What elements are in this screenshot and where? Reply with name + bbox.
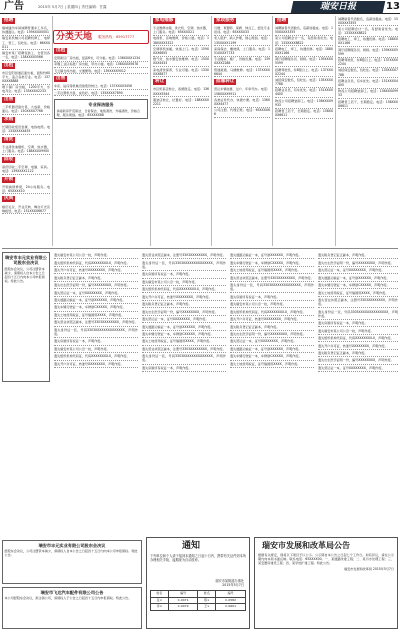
classified-ad: 管道疏通、马桶维修。电话：137XXXX6644 — [214, 67, 270, 76]
announcement-title: 瑞安市发展和改革局公告 — [262, 541, 350, 550]
notice-ad: 遗失身份证一张，号码3303XXXXXXXXXXXXXX，声明作废。 — [230, 282, 314, 294]
box-ad-title: 瑞安市丰元实业有限公司股东会决议 — [5, 254, 47, 266]
notice-ad: 遗失身份证一张，号码3303XXXXXXXXXXXXXX，声明作废。 — [142, 259, 226, 271]
classified-ad: 家庭保洁、擦玻璃，上门服务。电话：151XXXX7733 — [214, 46, 270, 55]
notice-ad: 遗失道路运输证一本，证号浙XXXXXX，声明作废。 — [230, 252, 314, 259]
column-rule — [335, 16, 336, 246]
notice-ad: 遗失车辆行驶证一本，车牌浙CXXXXX，声明作废。 — [54, 304, 138, 311]
classified-ad: 餐厅招聘服务员、厨师。电话：139XXXX5599 — [275, 57, 333, 66]
category-label: 招聘 — [277, 18, 287, 23]
category-label: 转让 — [155, 79, 165, 85]
announcement-signature: 瑞安市发展和改革局 2015年5月7日 — [344, 567, 394, 572]
notice-title: 通知 — [182, 541, 201, 551]
notice-ad: 遗失房屋所有权证一本，声明作废。 — [230, 293, 314, 300]
box-ad-body: 承接新房开荒保洁、日常保洁、地毯清洗、外墙清洗，价格合理，服务周到。电话：65XXXX88 — [56, 108, 141, 117]
notice-ad: 遗失营运证一本，证号XXXXXXXX，声明作废。 — [142, 316, 226, 323]
classified-ad: 莘塍工业区标准厂房出租，带办公楼。电话：158XXXX5678 — [54, 62, 148, 68]
classified-ad: 车床、钻床等机械设备低价转让。电话：137XXXX3456 — [54, 84, 148, 90]
notice-ad: 遗失车辆行驶证一本，车牌浙CXXXXX，声明作废。 — [230, 353, 314, 360]
notice-ad: 遗失营业执照正副本，注册号3303XXXXXXXX，声明作废。 — [230, 274, 314, 281]
classified-ad: 诚聘销售代表数名，底薪加提成。电话：150XXXX3355 — [338, 16, 398, 25]
classified-ad: 专业维修冰箱、洗衣机、空调、热水器，上门服务。电话：65XXXX21 — [153, 26, 209, 35]
box-ad-body: 本公司经股东会决议，拟注销公司，请债权人于公告之日起四十五日内申报债权。特此公告。 — [4, 596, 132, 601]
notice-ad: 遗失房屋所有权证一本，声明作废。 — [318, 320, 398, 327]
classified-ad: 月嫂、育婴师、保姆、钟点工，经过专业培训。电话：65XXXX33 — [214, 26, 270, 35]
notice-ad: 遗失土地使用权证，证号瑞国用XXXX，声明作废。 — [318, 289, 398, 296]
notice-ad: 遗失开户许可证，核准号XXXXXXXX，声明作废。 — [142, 293, 226, 300]
newspaper-logo-text: 瑞安日报 — [319, 1, 356, 12]
lower-ads-column — [142, 252, 226, 532]
notice-ad: 遗失车辆行驶证一本，车牌浙CXXXXX，声明作废。 — [230, 259, 314, 266]
notice-ad: 遗失组织机构代码证，代码XXXXXXXX-X，声明作废。 — [54, 259, 138, 266]
notice-ad: 遗失土地使用权证，证号瑞国用XXXX，声明作废。 — [230, 361, 314, 368]
notice-ad: 遗失瑞安市某公司公章一枚，声明作废。 — [142, 279, 226, 286]
notice-ad: 遗失道路运输证一本，证号浙XXXXXX，声明作废。 — [318, 274, 398, 281]
notice-sign-date: 2015年5月7日 — [222, 583, 244, 588]
category-label: 出售 — [56, 76, 66, 82]
box-ad-title: 瑞安市丰元实业有限公司股东会决议 — [38, 542, 106, 548]
category-label: 庆典 — [4, 196, 14, 202]
notice-ad: 遗失营业执照正副本，注册号3303XXXXXXXX，声明作废。 — [142, 252, 226, 259]
notice-ad: 遗失开户许可证，核准号XXXXXXXX，声明作废。 — [230, 316, 314, 323]
notice-ad: 遗失土地使用权证，证号瑞国用XXXX，声明作废。 — [54, 312, 138, 319]
classified-ad: 诚招保安数名，包吃住。电话：135XXXX7788 — [275, 77, 333, 87]
notice-ad: 遗失出生医学证明一份，编号XXXXXXXX，声明作废。 — [142, 308, 226, 315]
column-rule — [272, 16, 273, 246]
notice-ad: 遗失道路运输证一本，证号浙XXXXXX，声明作废。 — [54, 297, 138, 304]
classified-ad: 家电清洗保养，专业可靠。电话：133XXXX8877 — [153, 67, 209, 76]
notice-ad: 遗失房屋所有权证一本，声明作废。 — [54, 338, 138, 345]
notice-ad: 遗失房屋所有权证一本，声明作废。 — [142, 271, 226, 278]
table-cell: 姓名 — [198, 591, 216, 598]
classified-ad: 招聘业务员，有车优先。电话：151XXXX4400 — [338, 78, 398, 87]
box-ad-body: 经股东会决议，公司注册资本减少，请债权人自本公告之日起四十五日内向本公司申报债权。特此公告。 — [4, 266, 45, 283]
notice-sign-org: 瑞安市某街道办事处 — [215, 579, 244, 583]
box-ad-body: 经股东会决议，公司注册资本减少，请债权人自本公告之日起四十五日内向本公司申报债权。特此公告。 — [4, 549, 138, 558]
category-label: 回收 — [4, 156, 14, 162]
classified-ad: 燃气灶、热水器安装维修。电话：150XXXX4433 — [153, 57, 209, 66]
notice-ad: 遗失组织机构代码证，代码XXXXXXXX-X，声明作废。 — [230, 308, 314, 315]
announcement-text: 根据有关规定，现将以下项目予以公示。公示期自本公告之日起七个工作日。如有异议，请在公示期内向本局书面反映。联系电话：65XXXX00。一、某道路改建工程；二、某污水处理工程；三、某安置房建设工程；四、某学校扩建工程。特此公告。 — [258, 553, 394, 566]
classified-ad: 高价回收二手空调、电脑、家具。电话：139XXXX1122 — [2, 164, 50, 173]
category-label: 挂靠转让 — [216, 79, 235, 85]
notice-ad: 遗失车辆行驶证一本，车牌浙CXXXXX，声明作废。 — [318, 282, 398, 289]
notice-ad: 遗失道路运输证一本，证号浙XXXXXX，声明作废。 — [142, 323, 226, 330]
notice-ad: 遗失身份证一张，号码3303XXXXXXXXXXXXXX，声明作废。 — [142, 353, 226, 365]
table-cell: 姓名 — [151, 591, 169, 598]
notice-ad: 遗失道路运输证一本，证号浙XXXXXX，声明作废。 — [230, 346, 314, 353]
section-divider — [2, 248, 398, 249]
notice-table — [150, 590, 246, 611]
notice-ad: 遗失营运证一本，证号XXXXXXXX，声明作废。 — [318, 365, 398, 372]
column-5 — [275, 16, 333, 246]
notice-ad: 遗失身份证一张，号码3303XXXXXXXXXXXXXX，声明作废。 — [54, 327, 138, 339]
notice-ad: 遗失开户许可证，核准号XXXXXXXX，声明作废。 — [54, 267, 138, 274]
classified-ad: 物流公司招聘装卸工。电话：136XXXX9933 — [338, 89, 398, 98]
classified-ad: 餐厅招聘服务员、厨师。电话：139XXXX5599 — [338, 47, 398, 56]
category-label: 开锁 — [4, 176, 14, 182]
classified-ad: 招聘普工若干，长期稳定。电话：158XXXX6611 — [338, 99, 398, 108]
classified-ad: 二手机器设备出售，九成新，价格面议。电话：150XXXX7766 — [2, 105, 50, 114]
classified-ad: 塘下镇厂房出租，1200平方，水电齐全。电话：135XXXX2233 — [2, 85, 50, 94]
notice-ad: 遗失出生医学证明一份，编号XXXXXXXX，声明作废。 — [318, 357, 398, 364]
classified-ad: 飞云镇仓库出租，交通便利。电话：139XXXX9012 — [54, 68, 148, 74]
box-ad-bottom-1 — [2, 540, 142, 584]
notice-ad: 遗失税务登记证正副本，声明作废。 — [230, 323, 314, 330]
classified-ad: 招聘电工、焊工，待遇优厚。电话：188XXXX1166 — [338, 37, 398, 46]
classified-ad: 物流公司招聘装卸工。电话：136XXXX9933 — [275, 98, 333, 107]
table-cell: 李× — [151, 604, 169, 611]
classified-ad: 公司注册、代理记账。电话：65XXXX66 — [214, 108, 270, 117]
table-cell: C-0582 — [216, 597, 246, 604]
box-ad-bottom-2 — [2, 587, 142, 629]
table-cell: 王× — [198, 604, 216, 611]
column-4 — [214, 16, 270, 246]
classified-ad: 市区安阳街道店面出租，面积约60平方，适合各类行业。电话：137XXXX8888 — [2, 70, 50, 83]
classified-ad: 招聘驾驶员，持B照以上。电话：137XXXX2244 — [275, 67, 333, 76]
classified-ad: 营运车辆挂靠、过户、年审代办。电话：158XXXX9911 — [214, 87, 270, 96]
notice-ad: 遗失出生医学证明一份，编号XXXXXXXX，声明作废。 — [318, 259, 398, 266]
notice-ad: 遗失营业执照正副本，注册号3303XXXXXXXX，声明作废。 — [142, 346, 226, 353]
category-label: 出租 — [4, 62, 14, 68]
lower-ads-column — [230, 252, 314, 532]
category-label: 出售 — [4, 97, 14, 103]
column-rule — [211, 16, 212, 246]
table-cell: C-0601 — [216, 604, 246, 611]
column-2 — [54, 46, 148, 246]
classified-ad: 诚聘销售代表数名，底薪加提成。电话：150XXXX3355 — [275, 26, 333, 35]
notice-ad: 遗失土地使用权证，证号瑞国用XXXX，声明作废。 — [142, 338, 226, 345]
classified-ad: 招聘普工若干，长期稳定。电话：158XXXX6611 — [275, 109, 333, 118]
table-cell: C-0471 — [168, 597, 198, 604]
category-label: 家政服务 — [216, 18, 235, 23]
category-label: 招聘 — [4, 18, 14, 23]
table-cell: C-0479 — [168, 604, 198, 611]
notice-ad: 遗失营运证一本，证号XXXXXXXX，声明作废。 — [54, 289, 138, 296]
classified-ad: 瑞安某机械公司招聘机修工、电焊工、普工，包吃住。电话：66XXXX11 — [2, 36, 50, 49]
notice-ad: 遗失房屋所有权证一本，声明作废。 — [142, 365, 226, 372]
notice-ad: 遗失组织机构代码证，代码XXXXXXXX-X，声明作废。 — [142, 286, 226, 293]
classified-ad: 瑞城缝纫车间诚聘普通车工多名，待遇面议。电话：159XXXX0001 — [2, 26, 50, 35]
column-rule — [150, 16, 151, 246]
table-cell: 陈× — [198, 597, 216, 604]
page-number: 13 — [386, 1, 400, 12]
notice-ad: 遗失税务登记证正副本，声明作废。 — [318, 350, 398, 357]
classified-ad: 招聘驾驶员，持B照以上。电话：137XXXX2244 — [338, 58, 398, 67]
table-row — [151, 604, 246, 611]
notice-ad: 遗失瑞安市某公司公章一枚，声明作废。 — [318, 327, 398, 334]
column-6 — [338, 16, 398, 246]
classified-ad: 专业搬家、搬厂，价格优惠。电话：139XXXX2288 — [214, 57, 270, 66]
category-label: 清洗 — [4, 136, 14, 142]
notice-ad: 遗失营运证一本，证号XXXXXXXX，声明作废。 — [230, 338, 314, 345]
column-1 — [2, 16, 50, 246]
lower-ads-column — [54, 252, 138, 532]
notice-ad: 遗失土地使用权证，证号瑞国用XXXX，声明作废。 — [230, 267, 314, 274]
classified-ad: 电视机、音响维修，价格公道。电话：138XXXX3322 — [153, 36, 209, 45]
notice-ad: 遗失开户许可证，核准号XXXXXXXX，声明作废。 — [318, 342, 398, 349]
classified-ad: 二手注塑机出售，成色好。电话：135XXXX7890 — [54, 90, 148, 96]
table-cell: 张× — [151, 597, 169, 604]
notice-ad: 遗失营业执照正副本，注册号3303XXXXXXXX，声明作废。 — [318, 297, 398, 309]
classified-ad: 开锁换锁修锁，24小时服务。电话：65XXXX10 — [2, 184, 50, 193]
table-cell: 编号 — [216, 591, 246, 598]
box-ad-title: 瑞安市飞达汽车配件有限公司公告 — [40, 589, 104, 595]
notice-ad: 遗失车辆行驶证一本，车牌浙CXXXXX，声明作废。 — [142, 331, 226, 338]
notice-ad: 遗失瑞安市某公司公章一枚，声明作废。 — [230, 301, 314, 308]
classified-ad: 婚庆礼仪、开业庆典、舞台灯光音响租赁。电话：151XXXX6677 — [2, 204, 50, 213]
notice-ad: 遗失瑞安市某公司公章一枚，声明作废。 — [54, 252, 138, 259]
notice-ad: 遗失出生医学证明一份，编号XXXXXXXX，声明作废。 — [230, 331, 314, 338]
classified-ad: 专业清洗油烟机、空调、热水器，上门服务。电话：188XXXX9900 — [2, 144, 50, 153]
notice-ad: 遗失税务登记证正副本，声明作废。 — [318, 252, 398, 259]
box-ad-left — [2, 252, 50, 382]
notice-body: 下列单位和个人请于接到本通知之日起十日内，携带有关证件到本所办理相关手续，逾期视为自动放弃。 — [150, 554, 246, 563]
box-ad-title: 专业保洁服务 — [88, 101, 114, 107]
box-ad — [54, 99, 148, 119]
classified-ad: 长期回收废旧金属、电线电缆。电话：133XXXX4455 — [2, 125, 50, 134]
category-label: 家电维修 — [155, 18, 174, 23]
newspaper-logo — [291, 1, 386, 13]
classified-ad: 空调移机加氟，快速上门。电话：159XXXX6655 — [153, 46, 209, 55]
classified-ad: 招聘业务员，有车优先。电话：151XXXX4400 — [275, 88, 333, 97]
issue-info: 2015年 5月7日 | 星期四 | 责任编辑：甘露 — [38, 4, 107, 9]
classified-ad: 市区奶茶店转让，客源稳定。电话：136XXXX5544 — [153, 87, 209, 96]
section-label: 广告 — [4, 1, 24, 12]
column-rule — [52, 16, 53, 246]
notice-signature — [182, 579, 244, 588]
classified-phone: 服务热线：65917777 — [98, 35, 135, 39]
announcement-body — [258, 553, 394, 571]
classified-ad: 诚招保安数名，包吃住。电话：135XXXX7788 — [338, 68, 398, 77]
notice-ad: 遗失组织机构代码证，代码XXXXXXXX-X，声明作废。 — [54, 353, 138, 360]
classified-ad: 招聘电工、焊工，待遇优厚。电话：188XXXX1166 — [275, 46, 333, 55]
classified-ad: 老人陪护、病人护理，细心周到。电话：135XXXX1199 — [214, 36, 270, 45]
classified-ad: 某公司招聘会计一名，有经验者优先。电话：133XXXX8822 — [338, 26, 398, 36]
classified-ad: 服装店转让，位置好。电话：188XXXX2211 — [153, 97, 209, 106]
category-label: 出租 — [56, 48, 66, 53]
classified-ad: 某公司招聘会计一名，有经验者优先。电话：133XXXX8822 — [275, 36, 333, 45]
notice-ad: 遗失身份证一张，号码3303XXXXXXXXXXXXXX，声明作废。 — [318, 308, 398, 320]
classified-ad: 瑞安市某厂招聘包装工、仓管员各一名，电话：138XXXX5566 — [2, 50, 50, 60]
notice-ad: 遗失营业执照正副本，注册号3303XXXXXXXX，声明作废。 — [54, 319, 138, 326]
notice-ad: 遗失出生医学证明一份，编号XXXXXXXX，声明作废。 — [54, 282, 138, 289]
notice-ad: 遗失开户许可证，核准号XXXXXXXX，声明作废。 — [54, 361, 138, 368]
notice-ad: 遗失组织机构代码证，代码XXXXXXXX-X，声明作废。 — [318, 335, 398, 342]
classified-ad: 安阳新区厂房出租，层高6米，可分租。电话：136XXXX1234 — [54, 56, 148, 62]
category-label: 求购 — [4, 116, 14, 122]
classified-title: 分类天地 — [56, 32, 93, 42]
lower-ads-column — [318, 252, 398, 532]
notice-ad: 遗失税务登记证正副本，声明作废。 — [142, 301, 226, 308]
notice-ad: 遗失营运证一本，证号XXXXXXXX，声明作废。 — [318, 267, 398, 274]
notice-ad: 遗失税务登记证正副本，声明作废。 — [54, 274, 138, 281]
column-3 — [153, 16, 209, 246]
classified-ad: 各类证件代办，快捷方便。电话：136XXXX4477 — [214, 97, 270, 106]
notice-ad: 遗失瑞安市某公司公章一枚，声明作废。 — [54, 346, 138, 353]
table-cell: 编号 — [168, 591, 198, 598]
